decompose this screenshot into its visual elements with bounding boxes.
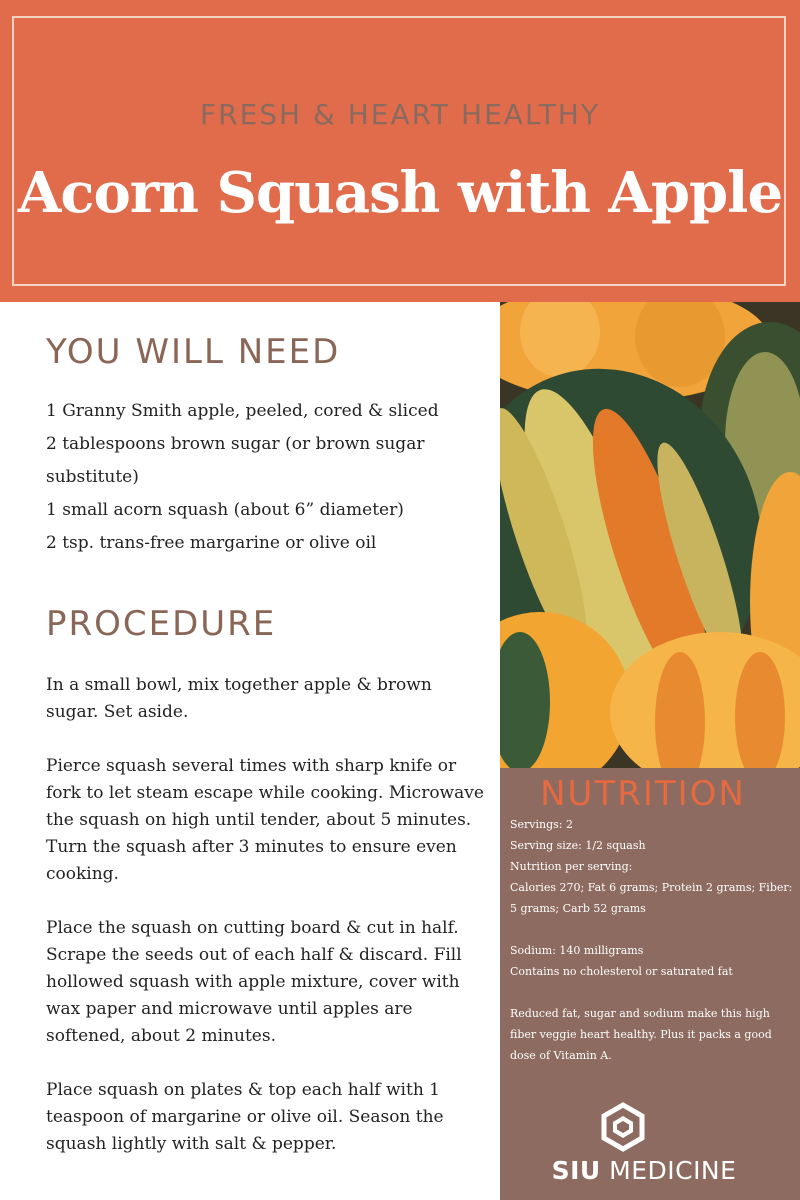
procedure-heading: PROCEDURE bbox=[46, 604, 277, 644]
procedure-step: Place the squash on cutting board & cut in half. Scrape the seeds out of each half & discard. Fill hollowed squash with apple mixture, cover with wax paper and microwave until apples are softened, about 2 minutes. bbox=[46, 918, 462, 1046]
ingredient-item: 1 small acorn squash (about 6” diameter) bbox=[46, 500, 404, 520]
ingredients-heading: YOU WILL NEED bbox=[46, 332, 341, 372]
acorn-squash-photo bbox=[500, 302, 800, 768]
nutrition-panel bbox=[500, 768, 800, 1200]
recipe-subtitle: FRESH & HEART HEALTHY bbox=[200, 98, 600, 131]
procedure-step: Place squash on plates & top each half with 1 teaspoon of margarine or olive oil. Season the squash lightly with salt & pepper. bbox=[46, 1080, 444, 1154]
ingredient-item: 2 tablespoons brown sugar (or brown sugar substitute) bbox=[46, 434, 425, 487]
ingredients-list bbox=[46, 395, 486, 560]
nutrition-macros: Calories 270; Fat 6 grams; Protein 2 grams; Fiber: 5 grams; Carb 52 grams bbox=[510, 881, 793, 915]
nutrition-per-serving: Nutrition per serving: bbox=[510, 860, 633, 873]
nutrition-heading: NUTRITION bbox=[540, 774, 746, 814]
nutrition-note: Reduced fat, sugar and sodium make this high fiber veggie heart healthy. Plus it packs a good dose of Vitamin A. bbox=[510, 1007, 772, 1062]
nutrition-sodium: Sodium: 140 milligrams bbox=[510, 944, 644, 957]
header-banner bbox=[0, 0, 800, 302]
nutrition-cholesterol: Contains no cholesterol or saturated fat bbox=[510, 965, 733, 978]
logo-medicine: MEDICINE bbox=[600, 1156, 737, 1185]
nutrition-serving-size: Serving size: 1/2 squash bbox=[510, 839, 646, 852]
header-frame bbox=[12, 16, 786, 286]
siu-medicine-logo bbox=[500, 1102, 800, 1192]
logo-siu: SIU bbox=[551, 1156, 601, 1185]
recipe-title: Acorn Squash with Apple bbox=[17, 160, 783, 226]
nutrition-servings: Servings: 2 bbox=[510, 818, 574, 831]
nutrition-text bbox=[510, 814, 794, 1087]
logo-wordmark bbox=[500, 1156, 788, 1185]
procedure-steps bbox=[46, 672, 486, 1185]
procedure-step: Pierce squash several times with sharp knife or fork to let steam escape while cooking. Microwave the squash on high until tender, about 5 minutes. Turn the squash after 3 minutes to ensure even cooking. bbox=[46, 756, 484, 884]
siu-hexagon-logo-icon bbox=[598, 1102, 648, 1152]
procedure-step: In a small bowl, mix together apple & brown sugar. Set aside. bbox=[46, 675, 432, 722]
ingredient-item: 1 Granny Smith apple, peeled, cored & sliced bbox=[46, 401, 439, 421]
ingredient-item: 2 tsp. trans-free margarine or olive oil bbox=[46, 533, 377, 553]
